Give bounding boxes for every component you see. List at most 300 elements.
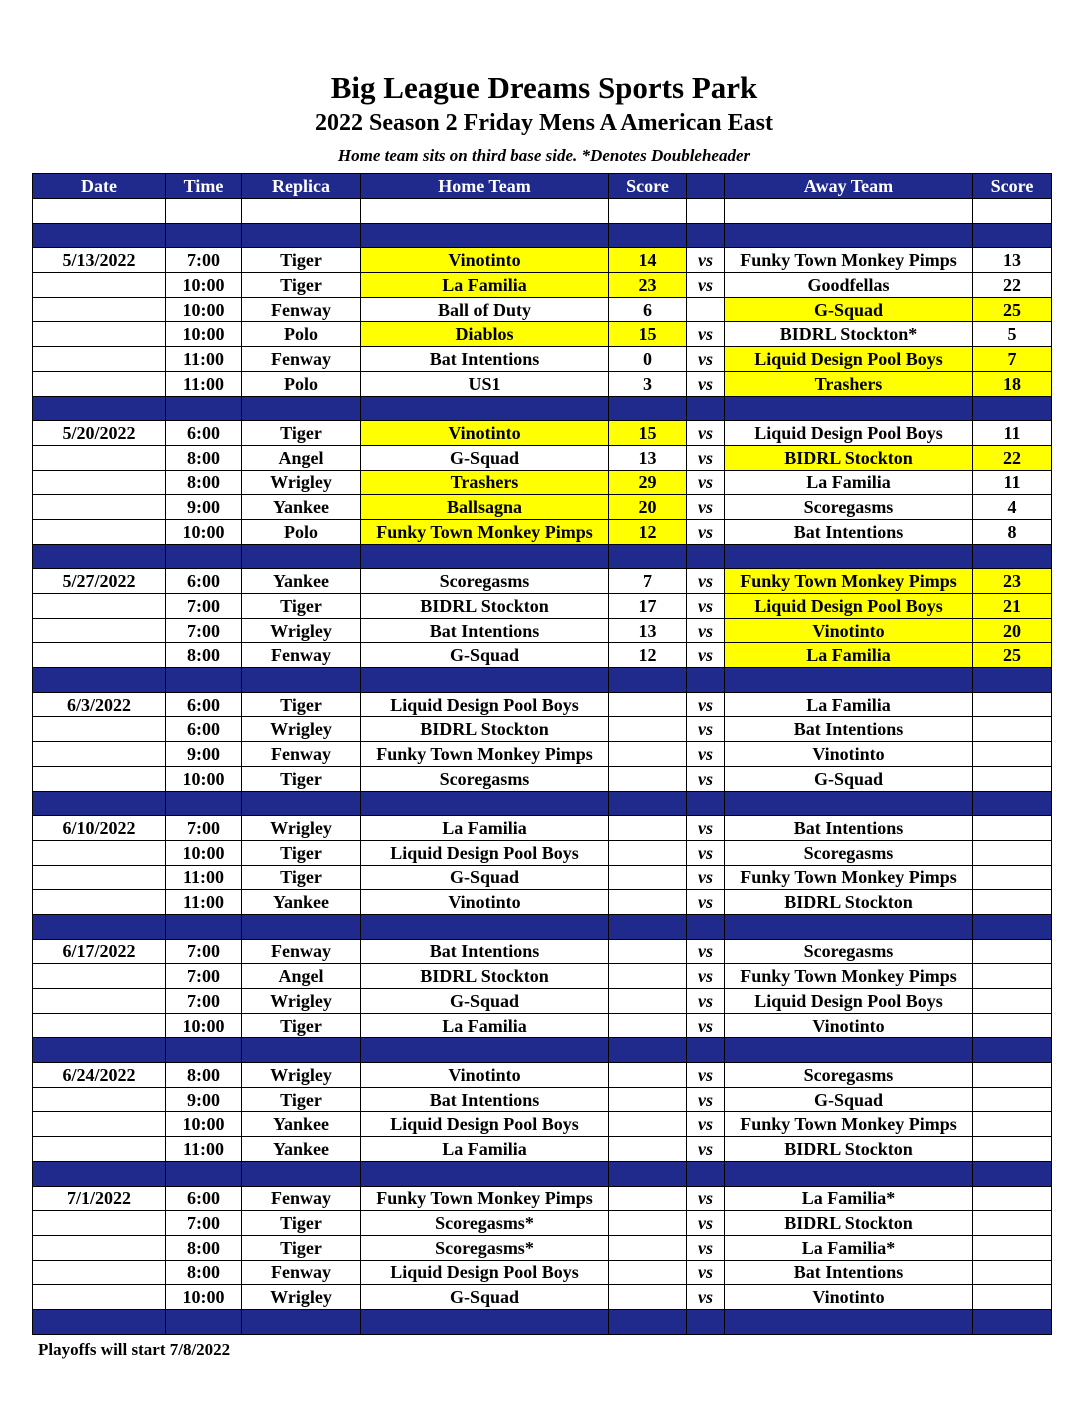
away-score	[973, 1285, 1052, 1310]
game-date: 6/3/2022	[33, 692, 166, 717]
away-score	[973, 816, 1052, 841]
game-date	[33, 1211, 166, 1236]
field-name: Angel	[242, 445, 361, 470]
field-name: Polo	[242, 371, 361, 396]
away-team: Scoregasms	[725, 840, 973, 865]
game-time: 10:00	[166, 297, 242, 322]
field-name: Tiger	[242, 273, 361, 298]
game-date: 6/24/2022	[33, 1063, 166, 1088]
separator-cell	[361, 544, 609, 569]
away-team: La Familia*	[725, 1186, 973, 1211]
game-date	[33, 643, 166, 668]
home-team: Funky Town Monkey Pimps	[361, 519, 609, 544]
away-score: 11	[973, 421, 1052, 446]
game-row	[33, 1013, 1052, 1038]
home-score	[609, 717, 687, 742]
schedule-table	[32, 173, 1052, 1335]
game-time: 8:00	[166, 1063, 242, 1088]
home-score	[609, 1013, 687, 1038]
separator-cell	[725, 1309, 973, 1334]
separator-cell	[361, 668, 609, 693]
game-date	[33, 1013, 166, 1038]
home-team: Bat Intentions	[361, 1087, 609, 1112]
separator-cell	[725, 1161, 973, 1186]
separator-cell	[609, 1309, 687, 1334]
separator-cell	[166, 914, 242, 939]
home-team: La Familia	[361, 273, 609, 298]
away-score: 25	[973, 297, 1052, 322]
separator-cell	[973, 668, 1052, 693]
home-score: 3	[609, 371, 687, 396]
separator-cell	[33, 544, 166, 569]
separator-cell	[609, 1161, 687, 1186]
game-row	[33, 594, 1052, 619]
vs-label: vs	[687, 322, 725, 347]
vs-label: vs	[687, 939, 725, 964]
away-score	[973, 1112, 1052, 1137]
game-date	[33, 1087, 166, 1112]
game-row	[33, 297, 1052, 322]
field-name: Yankee	[242, 1112, 361, 1137]
home-score	[609, 816, 687, 841]
away-team: Scoregasms	[725, 939, 973, 964]
separator-cell	[361, 1161, 609, 1186]
separator-cell	[725, 223, 973, 248]
away-team: Funky Town Monkey Pimps	[725, 1112, 973, 1137]
game-date: 6/17/2022	[33, 939, 166, 964]
away-score	[973, 840, 1052, 865]
home-team: La Familia	[361, 1137, 609, 1162]
home-score: 6	[609, 297, 687, 322]
separator-cell	[166, 668, 242, 693]
vs-label: vs	[687, 1063, 725, 1088]
game-row	[33, 273, 1052, 298]
home-score: 23	[609, 273, 687, 298]
separator-cell	[166, 1038, 242, 1063]
separator-cell	[973, 544, 1052, 569]
separator-cell	[725, 544, 973, 569]
game-row	[33, 1087, 1052, 1112]
vs-label: vs	[687, 1137, 725, 1162]
vs-label: vs	[687, 1260, 725, 1285]
away-team: Bat Intentions	[725, 816, 973, 841]
game-date	[33, 322, 166, 347]
away-score	[973, 939, 1052, 964]
vs-label: vs	[687, 248, 725, 273]
game-date	[33, 1112, 166, 1137]
vs-label: vs	[687, 643, 725, 668]
home-score	[609, 742, 687, 767]
away-score	[973, 890, 1052, 915]
away-team: G-Squad	[725, 297, 973, 322]
game-time: 8:00	[166, 470, 242, 495]
game-time: 10:00	[166, 1285, 242, 1310]
separator-cell	[33, 914, 166, 939]
field-name: Tiger	[242, 421, 361, 446]
field-name: Wrigley	[242, 1285, 361, 1310]
game-row	[33, 766, 1052, 791]
field-name: Tiger	[242, 865, 361, 890]
game-row	[33, 1112, 1052, 1137]
vs-label: vs	[687, 495, 725, 520]
game-row	[33, 865, 1052, 890]
away-score: 18	[973, 371, 1052, 396]
home-score: 14	[609, 248, 687, 273]
separator-cell	[609, 791, 687, 816]
separator-cell	[33, 1309, 166, 1334]
game-row	[33, 840, 1052, 865]
home-team: G-Squad	[361, 445, 609, 470]
game-date	[33, 594, 166, 619]
game-time: 7:00	[166, 964, 242, 989]
home-score	[609, 692, 687, 717]
vs-label: vs	[687, 865, 725, 890]
away-team: Trashers	[725, 371, 973, 396]
separator-cell	[242, 1161, 361, 1186]
field-name: Yankee	[242, 1137, 361, 1162]
away-score	[973, 989, 1052, 1014]
away-score: 22	[973, 445, 1052, 470]
home-score: 12	[609, 643, 687, 668]
home-team: G-Squad	[361, 989, 609, 1014]
vs-label: vs	[687, 618, 725, 643]
vs-label: vs	[687, 1235, 725, 1260]
blank-cell	[687, 199, 725, 224]
field-name: Tiger	[242, 1211, 361, 1236]
game-date	[33, 1235, 166, 1260]
game-time: 10:00	[166, 322, 242, 347]
away-team: La Familia	[725, 643, 973, 668]
separator-cell	[33, 1038, 166, 1063]
field-name: Fenway	[242, 742, 361, 767]
home-team: Vinotinto	[361, 1063, 609, 1088]
game-time: 10:00	[166, 273, 242, 298]
away-score	[973, 1211, 1052, 1236]
blank-cell	[609, 199, 687, 224]
col-away-team: Away Team	[725, 174, 973, 199]
separator-cell	[687, 396, 725, 421]
vs-label: vs	[687, 273, 725, 298]
game-row	[33, 964, 1052, 989]
col-replica: Replica	[242, 174, 361, 199]
separator-cell	[687, 1038, 725, 1063]
game-time: 11:00	[166, 865, 242, 890]
home-score: 15	[609, 421, 687, 446]
game-time: 8:00	[166, 1235, 242, 1260]
game-date	[33, 297, 166, 322]
separator-cell	[609, 668, 687, 693]
separator-cell	[725, 791, 973, 816]
col-away-score: Score	[973, 174, 1052, 199]
separator-cell	[33, 791, 166, 816]
date-separator-row	[33, 668, 1052, 693]
field-name: Tiger	[242, 1013, 361, 1038]
away-score: 22	[973, 273, 1052, 298]
game-date: 5/13/2022	[33, 248, 166, 273]
home-team: Liquid Design Pool Boys	[361, 692, 609, 717]
game-time: 6:00	[166, 692, 242, 717]
game-row	[33, 495, 1052, 520]
separator-cell	[166, 223, 242, 248]
home-score	[609, 1087, 687, 1112]
away-score: 5	[973, 322, 1052, 347]
away-team: Scoregasms	[725, 1063, 973, 1088]
away-score	[973, 1087, 1052, 1112]
field-name: Tiger	[242, 1235, 361, 1260]
separator-cell	[687, 668, 725, 693]
game-row	[33, 1260, 1052, 1285]
home-team: G-Squad	[361, 1285, 609, 1310]
playoffs-note: Playoffs will start 7/8/2022	[38, 1340, 231, 1359]
field-name: Tiger	[242, 1087, 361, 1112]
game-row	[33, 939, 1052, 964]
vs-label: vs	[687, 890, 725, 915]
field-name: Fenway	[242, 297, 361, 322]
field-name: Yankee	[242, 890, 361, 915]
game-row	[33, 717, 1052, 742]
away-score	[973, 1013, 1052, 1038]
home-score	[609, 1235, 687, 1260]
game-time: 6:00	[166, 717, 242, 742]
home-score: 7	[609, 569, 687, 594]
blank-row	[33, 199, 1052, 224]
home-team: BIDRL Stockton	[361, 594, 609, 619]
separator-cell	[242, 1309, 361, 1334]
away-team: Bat Intentions	[725, 519, 973, 544]
game-row	[33, 248, 1052, 273]
separator-cell	[725, 1038, 973, 1063]
separator-cell	[609, 223, 687, 248]
separator-cell	[33, 668, 166, 693]
home-score	[609, 1285, 687, 1310]
game-time: 7:00	[166, 618, 242, 643]
separator-cell	[973, 914, 1052, 939]
field-name: Wrigley	[242, 816, 361, 841]
game-time: 11:00	[166, 347, 242, 372]
vs-label: vs	[687, 816, 725, 841]
date-separator-row	[33, 914, 1052, 939]
home-score	[609, 1186, 687, 1211]
away-team: La Familia	[725, 692, 973, 717]
game-time: 11:00	[166, 890, 242, 915]
game-row	[33, 347, 1052, 372]
game-time: 7:00	[166, 989, 242, 1014]
field-name: Wrigley	[242, 989, 361, 1014]
date-separator-row	[33, 223, 1052, 248]
vs-label: vs	[687, 421, 725, 446]
away-score	[973, 717, 1052, 742]
home-team: Scoregasms	[361, 569, 609, 594]
separator-cell	[361, 1309, 609, 1334]
schedule-note: Home team sits on third base side. *Denotes Doubleheader	[337, 146, 751, 165]
game-date	[33, 495, 166, 520]
home-team: Diablos	[361, 322, 609, 347]
blank-cell	[725, 199, 973, 224]
home-team: G-Squad	[361, 865, 609, 890]
home-score: 13	[609, 445, 687, 470]
col-home-score: Score	[609, 174, 687, 199]
away-team: Funky Town Monkey Pimps	[725, 964, 973, 989]
date-separator-row	[33, 791, 1052, 816]
home-score	[609, 1211, 687, 1236]
away-score: 23	[973, 569, 1052, 594]
home-score: 17	[609, 594, 687, 619]
field-name: Tiger	[242, 766, 361, 791]
away-team: Goodfellas	[725, 273, 973, 298]
game-time: 9:00	[166, 742, 242, 767]
home-score	[609, 1063, 687, 1088]
separator-cell	[725, 914, 973, 939]
game-row	[33, 643, 1052, 668]
game-row	[33, 569, 1052, 594]
game-date	[33, 964, 166, 989]
game-row	[33, 371, 1052, 396]
away-team: Scoregasms	[725, 495, 973, 520]
away-team: Bat Intentions	[725, 717, 973, 742]
game-date	[33, 717, 166, 742]
separator-cell	[242, 544, 361, 569]
separator-cell	[687, 914, 725, 939]
away-score: 4	[973, 495, 1052, 520]
vs-label: vs	[687, 1211, 725, 1236]
separator-cell	[33, 396, 166, 421]
home-score	[609, 766, 687, 791]
away-team: Vinotinto	[725, 1285, 973, 1310]
home-score: 12	[609, 519, 687, 544]
vs-label: vs	[687, 766, 725, 791]
field-name: Yankee	[242, 495, 361, 520]
away-team: BIDRL Stockton	[725, 890, 973, 915]
game-time: 7:00	[166, 939, 242, 964]
game-date	[33, 347, 166, 372]
away-score: 8	[973, 519, 1052, 544]
field-name: Polo	[242, 519, 361, 544]
vs-label: vs	[687, 717, 725, 742]
separator-cell	[361, 396, 609, 421]
vs-label: vs	[687, 569, 725, 594]
game-row	[33, 1063, 1052, 1088]
field-name: Tiger	[242, 248, 361, 273]
game-row	[33, 1211, 1052, 1236]
separator-cell	[166, 1161, 242, 1186]
home-score: 0	[609, 347, 687, 372]
home-score: 13	[609, 618, 687, 643]
separator-cell	[687, 791, 725, 816]
home-score	[609, 865, 687, 890]
away-team: BIDRL Stockton	[725, 1137, 973, 1162]
away-team: Vinotinto	[725, 618, 973, 643]
game-row	[33, 470, 1052, 495]
vs-label: vs	[687, 1112, 725, 1137]
separator-cell	[33, 223, 166, 248]
home-team: Bat Intentions	[361, 618, 609, 643]
separator-cell	[687, 1161, 725, 1186]
game-time: 8:00	[166, 445, 242, 470]
game-time: 10:00	[166, 1112, 242, 1137]
away-team: Bat Intentions	[725, 1260, 973, 1285]
away-team: Funky Town Monkey Pimps	[725, 569, 973, 594]
separator-cell	[242, 914, 361, 939]
separator-cell	[973, 1038, 1052, 1063]
separator-cell	[166, 1309, 242, 1334]
home-score	[609, 890, 687, 915]
game-time: 6:00	[166, 1186, 242, 1211]
away-team: Liquid Design Pool Boys	[725, 347, 973, 372]
separator-cell	[973, 1161, 1052, 1186]
game-row	[33, 1186, 1052, 1211]
home-team: Scoregasms*	[361, 1235, 609, 1260]
away-team: G-Squad	[725, 1087, 973, 1112]
away-team: BIDRL Stockton	[725, 445, 973, 470]
separator-cell	[687, 1309, 725, 1334]
game-time: 6:00	[166, 569, 242, 594]
away-team: BIDRL Stockton*	[725, 322, 973, 347]
home-score	[609, 1260, 687, 1285]
away-team: La Familia	[725, 470, 973, 495]
game-row	[33, 519, 1052, 544]
game-time: 10:00	[166, 1013, 242, 1038]
game-date	[33, 273, 166, 298]
game-date	[33, 989, 166, 1014]
vs-label: vs	[687, 371, 725, 396]
away-score	[973, 1186, 1052, 1211]
game-row	[33, 1137, 1052, 1162]
separator-cell	[361, 1038, 609, 1063]
game-date: 7/1/2022	[33, 1186, 166, 1211]
home-team: La Familia	[361, 816, 609, 841]
game-time: 10:00	[166, 766, 242, 791]
field-name: Polo	[242, 322, 361, 347]
home-team: Funky Town Monkey Pimps	[361, 1186, 609, 1211]
home-team: Liquid Design Pool Boys	[361, 1112, 609, 1137]
home-team: Vinotinto	[361, 890, 609, 915]
blank-cell	[973, 199, 1052, 224]
away-score	[973, 742, 1052, 767]
vs-label: vs	[687, 519, 725, 544]
game-time: 8:00	[166, 643, 242, 668]
away-team: La Familia*	[725, 1235, 973, 1260]
field-name: Wrigley	[242, 1063, 361, 1088]
field-name: Fenway	[242, 939, 361, 964]
field-name: Wrigley	[242, 717, 361, 742]
date-separator-row	[33, 1161, 1052, 1186]
away-score: 20	[973, 618, 1052, 643]
page-subtitle: 2022 Season 2 Friday Mens A American East	[314, 110, 773, 136]
separator-cell	[361, 914, 609, 939]
away-score: 21	[973, 594, 1052, 619]
separator-cell	[242, 1038, 361, 1063]
away-score	[973, 692, 1052, 717]
separator-cell	[33, 1161, 166, 1186]
date-separator-row	[33, 1038, 1052, 1063]
home-team: Vinotinto	[361, 248, 609, 273]
separator-cell	[242, 396, 361, 421]
away-team: BIDRL Stockton	[725, 1211, 973, 1236]
game-time: 9:00	[166, 1087, 242, 1112]
vs-label: vs	[687, 1285, 725, 1310]
field-name: Fenway	[242, 347, 361, 372]
page-title: Big League Dreams Sports Park	[330, 70, 758, 105]
game-date	[33, 1137, 166, 1162]
separator-cell	[166, 396, 242, 421]
separator-cell	[609, 396, 687, 421]
separator-cell	[687, 223, 725, 248]
separator-cell	[242, 791, 361, 816]
game-row	[33, 445, 1052, 470]
home-score	[609, 989, 687, 1014]
home-team: BIDRL Stockton	[361, 964, 609, 989]
away-score: 7	[973, 347, 1052, 372]
